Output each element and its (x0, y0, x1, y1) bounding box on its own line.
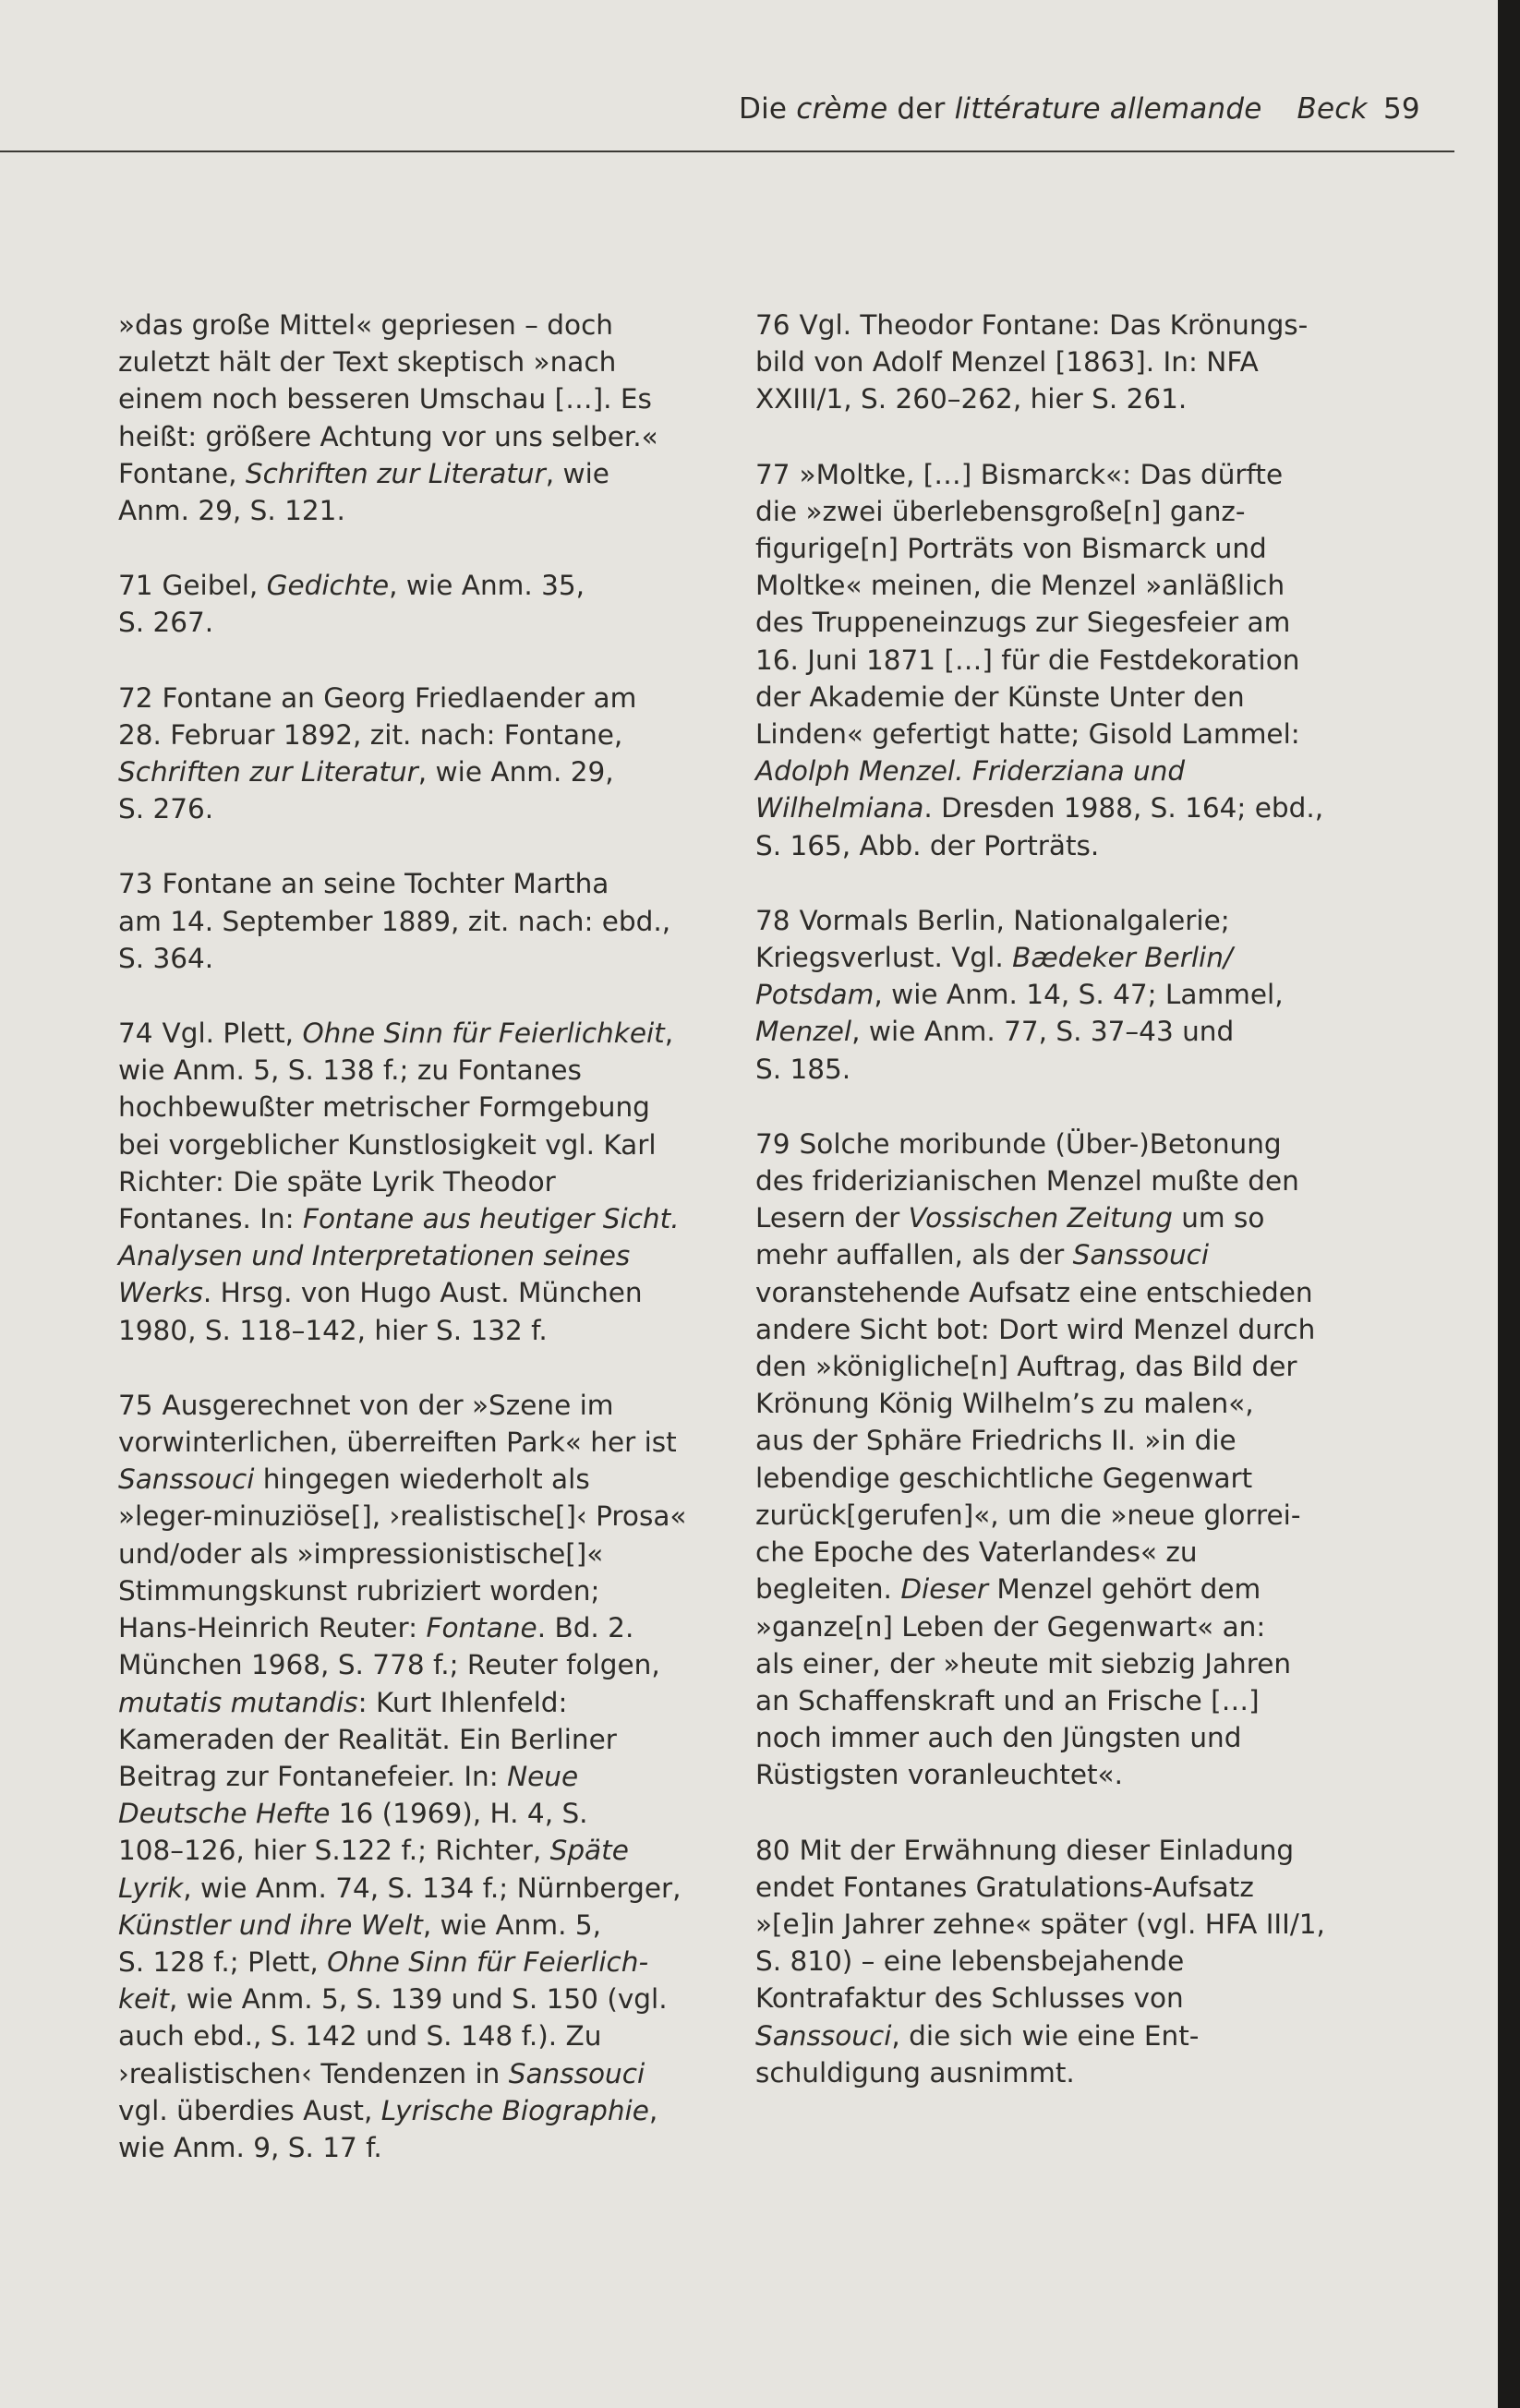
footnote-line: 78 Vormals Berlin, Nationalgalerie; (755, 904, 1230, 936)
footnote-line: Hans-Heinrich Reuter: Fontane. Bd. 2. (118, 1612, 634, 1644)
left-column (118, 307, 700, 2204)
footnote-line: Linden« gefertigt hatte; Gisold Lammel: (755, 718, 1300, 751)
footnote-line: bild von Adolf Menzel [1863]. In: NFA (755, 346, 1259, 379)
footnote (755, 1126, 1346, 1794)
footnote-line: 28. Februar 1892, zit. nach: Fontane, (118, 718, 623, 751)
footnote-line: »das große Mittel« gepriesen – doch (118, 309, 613, 341)
footnote-line: Menzel, wie Anm. 77, S. 37–43 und (755, 1016, 1235, 1048)
footnote-line: 79 Solche moribunde (Über-)Betonung (755, 1127, 1282, 1160)
footnote-line: Adolph Menzel. Friderziana und (755, 755, 1186, 788)
footnote-line: 80 Mit der Erwähnung dieser Einladung (755, 1834, 1295, 1866)
footnote-number: 76 (755, 309, 790, 341)
footnote-line: zuletzt hält der Text skeptisch »nach (118, 346, 617, 379)
footnote-line: 1980, S. 118–142, hier S. 132 f. (118, 1314, 548, 1346)
footnote-line: heißt: größere Achtung vor uns selber.« (118, 420, 658, 452)
footnote (755, 456, 1346, 864)
footnote-line: 16. Juni 1871 […] für die Festdekoration (755, 644, 1300, 676)
footnote (755, 307, 1346, 418)
footnote-line: 74 Vgl. Plett, Ohne Sinn für Feierlichkeit, (118, 1017, 674, 1050)
footnote (755, 1832, 1346, 2091)
footnote-line: Sanssouci hingegen wiederholt als (118, 1463, 590, 1496)
footnote-line: München 1968, S. 778 f.; Reuter folgen, (118, 1649, 660, 1681)
footnote-line: Beitrag zur Fontanefeier. In: Neue (118, 1760, 579, 1792)
footnote-line: schuldigung ausnimmt. (755, 2056, 1075, 2089)
footnote-number: 74 (118, 1017, 153, 1050)
footnote-number: 73 (118, 868, 153, 900)
footnote-number: 75 (118, 1389, 153, 1421)
footnote-line: als einer, der »heute mit siebzig Jahren (755, 1647, 1292, 1680)
footnote-line: 72 Fontane an Georg Friedlaender am (118, 681, 637, 714)
footnote-line: lebendige geschichtliche Gegenwart (755, 1462, 1253, 1494)
footnote-line: S. 364. (118, 942, 214, 974)
footnote-line: vgl. überdies Aust, Lyrische Biographie, (118, 2094, 658, 2126)
footnote (118, 865, 700, 977)
footnote-line: mutatis mutandis: Kurt Ihlenfeld: (118, 1686, 568, 1718)
footnote-line: an Schaffenskraft und an Frische […] (755, 1684, 1260, 1716)
footnote-line: figurige[n] Porträts von Bismarck und (755, 533, 1267, 565)
footnote-line: S. 185. (755, 1053, 851, 1085)
footnote-line: und/oder als »impressionistische[]« (118, 1537, 604, 1570)
footnote (118, 1015, 700, 1349)
footnote-number: 72 (118, 681, 153, 714)
header-rule (0, 150, 1454, 152)
footnote-line: »ganze[n] Leben der Gegenwart« an: (755, 1610, 1266, 1643)
footnote-line: Kriegsverlust. Vgl. Bædeker Berlin/ (755, 942, 1233, 974)
footnote-number: 78 (755, 904, 790, 936)
footnote-line: S. 165, Abb. der Porträts. (755, 829, 1100, 861)
footnote-line: zurück[gerufen]«, um die »neue glorrei- (755, 1499, 1301, 1531)
footnote-line: Lesern der Vossischen Zeitung um so (755, 1202, 1265, 1234)
footnote-line: des Truppeneinzugs zur Siegesfeier am (755, 607, 1291, 639)
footnote-line: keit, wie Anm. 5, S. 139 und S. 150 (vgl. (118, 1983, 668, 2016)
footnote-line: Anm. 29, S. 121. (118, 495, 345, 527)
footnote-line: Kameraden der Realität. Ein Berliner (118, 1723, 617, 1755)
running-header (739, 92, 1420, 126)
footnote-line: ›realistischen‹ Tendenzen in Sanssouci (118, 2057, 645, 2089)
footnote-line: des friderizianischen Menzel mußte den (755, 1165, 1299, 1198)
footnote-line: Schriften zur Literatur, wie Anm. 29, (118, 756, 614, 789)
footnote-line: 77 »Moltke, […] Bismarck«: Das dürfte (755, 458, 1284, 490)
footnote-line: Krönung König Wilhelm’s zu malen«, (755, 1388, 1254, 1420)
footnote-line: wie Anm. 9, S. 17 f. (118, 2131, 382, 2163)
footnote-line: Deutsche Hefte 16 (1969), H. 4, S. (118, 1798, 588, 1830)
footnote-line: wie Anm. 5, S. 138 f.; zu Fontanes (118, 1054, 582, 1087)
footnote-line: mehr auffallen, als der Sanssouci (755, 1239, 1210, 1271)
footnote-line: S. 128 f.; Plett, Ohne Sinn für Feierlich- (118, 1945, 649, 1978)
footnote-line: begleiten. Dieser Menzel gehört dem (755, 1573, 1261, 1606)
footnote-line: che Epoche des Vaterlandes« zu (755, 1536, 1198, 1569)
footnote-line: Werks. Hrsg. von Hugo Aust. München (118, 1277, 643, 1309)
footnote-number: 77 (755, 458, 790, 490)
footnote-line: aus der Sphäre Friedrichs II. »in die (755, 1425, 1237, 1457)
footnote-line: endet Fontanes Gratulations-Aufsatz (755, 1871, 1254, 1903)
footnote-line: 71 Geibel, Gedichte, wie Anm. 35, (118, 570, 585, 602)
footnote-line: Kontrafaktur des Schlusses von (755, 1982, 1184, 2015)
footnote-line: 76 Vgl. Theodor Fontane: Das Krönungs- (755, 309, 1309, 341)
footnote-line: am 14. September 1889, zit. nach: ebd., (118, 905, 671, 937)
footnote-line: S. 810) – eine lebensbejahende (755, 1945, 1185, 1978)
footnote-line: S. 267. (118, 607, 214, 639)
header-title-mid: der (887, 92, 955, 126)
footnote-line: 108–126, hier S.122 f.; Richter, Späte (118, 1835, 629, 1867)
footnote-line: einem noch besseren Umschau […]. Es (118, 383, 652, 415)
footnote-line: Lyrik, wie Anm. 74, S. 134 f.; Nürnberger, (118, 1872, 682, 1904)
page-number: 59 (1383, 92, 1420, 126)
footnote-number: 71 (118, 570, 153, 602)
footnote-line: der Akademie der Künste Unter den (755, 680, 1245, 713)
footnote-line: Wilhelmiana. Dresden 1988, S. 164; ebd., (755, 792, 1324, 825)
footnote-line: Sanssouci, die sich wie eine Ent- (755, 2019, 1200, 2052)
header-title-pre: Die (739, 92, 797, 126)
footnote (118, 307, 700, 529)
footnote-number: 80 (755, 1834, 790, 1866)
right-column (755, 307, 1346, 2129)
footnote-line: den »königliche[n] Auftrag, das Bild der (755, 1351, 1297, 1383)
footnote-line: »[e]in Jahrer zehne« später (vgl. HFA III/1, (755, 1908, 1325, 1940)
footnote-line: Potsdam, wie Anm. 14, S. 47; Lammel, (755, 979, 1284, 1011)
footnote-line: Rüstigsten voranleuchtet«. (755, 1759, 1123, 1791)
header-author: Beck (1297, 92, 1368, 126)
footnote-line: Stimmungskunst rubriziert worden; (118, 1574, 600, 1607)
footnote-line: 75 Ausgerechnet von der »Szene im (118, 1389, 614, 1421)
header-title-italic-1: crème (796, 92, 888, 126)
footnote (118, 680, 700, 828)
header-title-italic-2: littérature allemande (954, 92, 1262, 126)
footnote (118, 1387, 700, 2166)
footnote-line: Fontane, Schriften zur Literatur, wie (118, 457, 609, 489)
footnote-line: auch ebd., S. 142 und S. 148 f.). Zu (118, 2020, 602, 2053)
footnote-line: die »zwei überlebensgroße[n] ganz- (755, 495, 1246, 527)
footnote-line: Analysen und Interpretationen seines (118, 1240, 631, 1272)
footnote-line: Künstler und ihre Welt, wie Anm. 5, (118, 1908, 601, 1941)
footnote-line: »leger-minuziöse[], ›realistische[]‹ Prosa« (118, 1500, 687, 1533)
footnote-line: Richter: Die späte Lyrik Theodor (118, 1165, 556, 1198)
footnote-line: bei vorgeblicher Kunstlosigkeit vgl. Karl (118, 1128, 657, 1161)
footnote-line: XXIII/1, S. 260–262, hier S. 261. (755, 383, 1188, 415)
footnote-line: S. 276. (118, 793, 214, 825)
footnote-line: voranstehende Aufsatz eine entschieden (755, 1276, 1313, 1308)
footnote-line: Fontanes. In: Fontane aus heutiger Sicht. (118, 1203, 680, 1235)
footnote-number: 79 (755, 1127, 790, 1160)
footnote-line: andere Sicht bot: Dort wird Menzel durch (755, 1313, 1316, 1345)
footnote (755, 902, 1346, 1088)
footnote-line: 73 Fontane an seine Tochter Martha (118, 868, 609, 900)
footnote-line: vorwinterlichen, überreiften Park« her ist (118, 1427, 677, 1459)
footnote-line: Moltke« meinen, die Menzel »anläßlich (755, 570, 1285, 602)
footnote-line: hochbewußter metrischer Formgebung (118, 1091, 650, 1124)
footnote-line: noch immer auch den Jüngsten und (755, 1722, 1242, 1754)
footnote (118, 567, 700, 641)
